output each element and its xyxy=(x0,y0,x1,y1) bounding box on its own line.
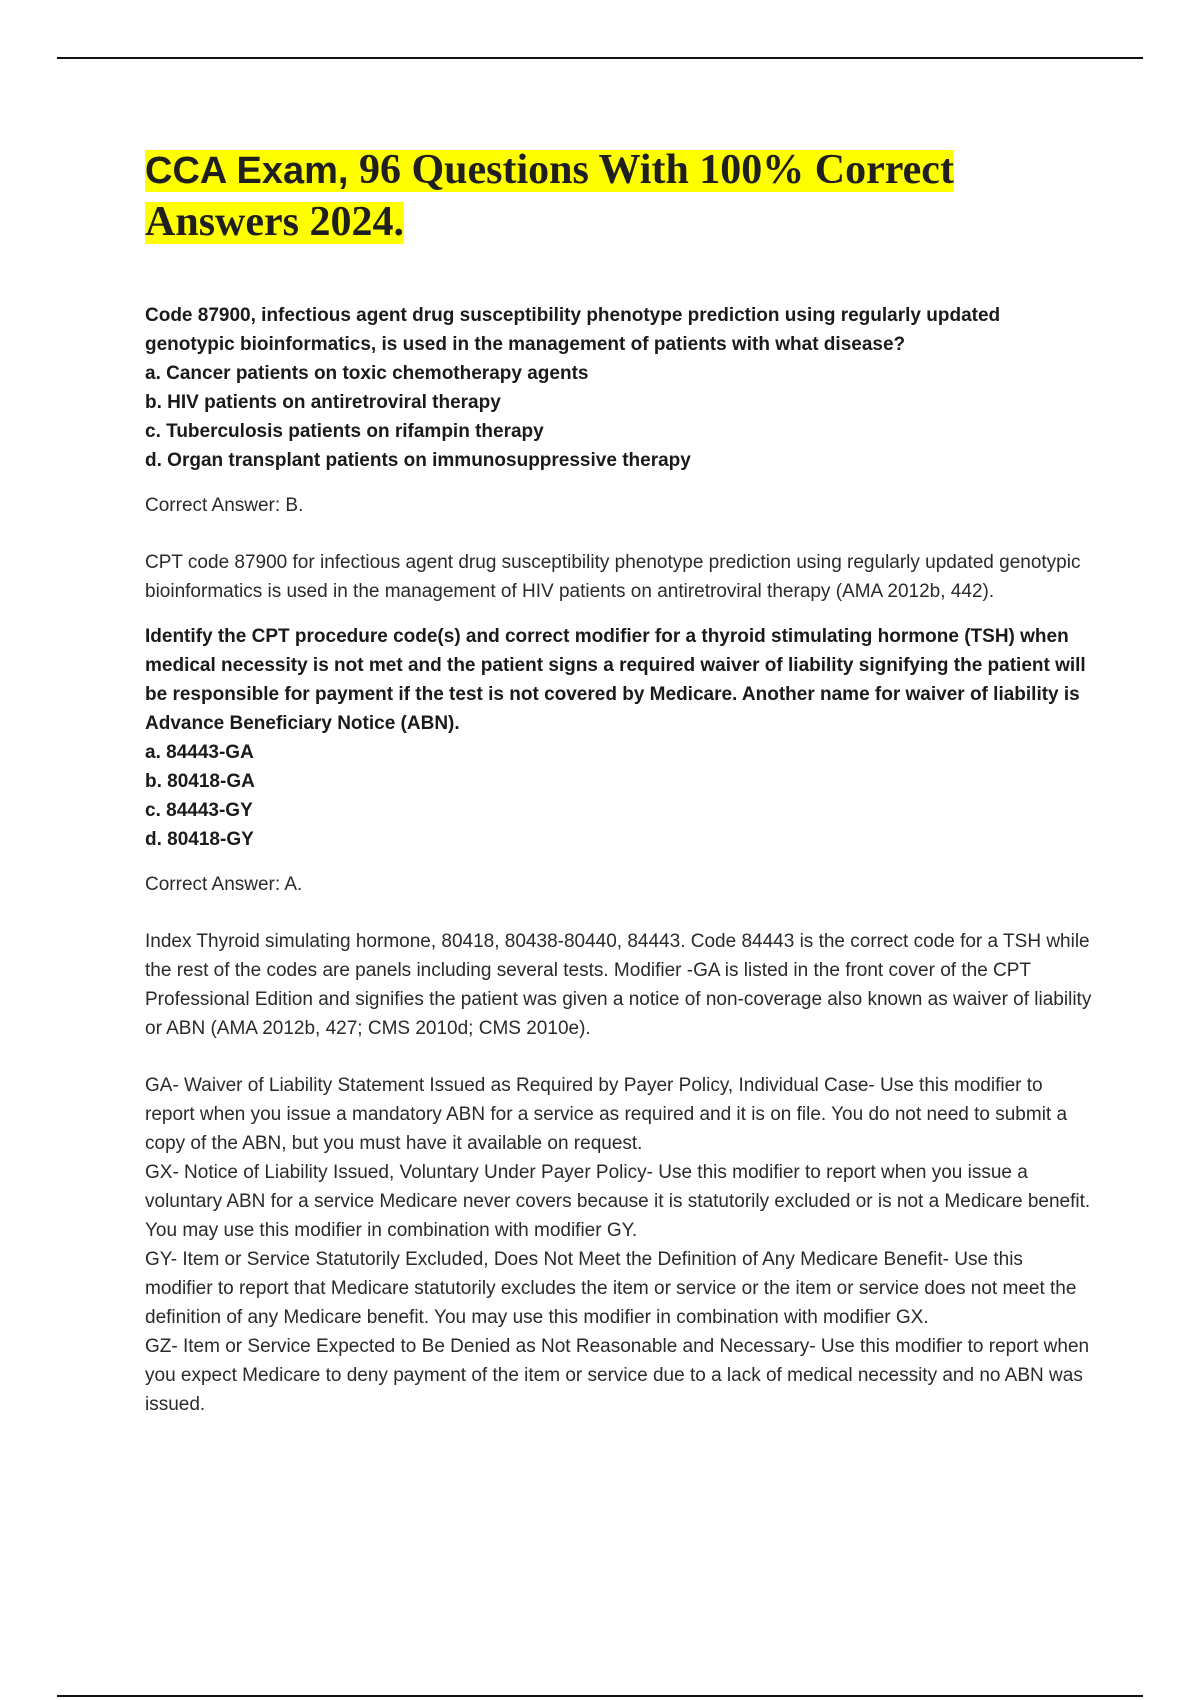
page-title xyxy=(145,145,1095,249)
document-body xyxy=(145,145,1095,1419)
modifier-note-ga: GA- Waiver of Liability Statement Issued as Required by Payer Policy, Individual Case- Use this modifier to report when you issue a mandatory ABN for a service as required and it is on file. You do not need to submit a copy of the ABN, but you must have it available on request. xyxy=(145,1075,1068,1154)
answer-option: d. 80418-GY xyxy=(145,829,254,850)
top-rule xyxy=(57,57,1143,59)
correct-answer: Correct Answer: B. xyxy=(145,495,304,516)
explanation: Index Thyroid simulating hormone, 80418, 80438-80440, 84443. Code 84443 is the correct code for a TSH while the rest of the codes are panels including several tests. Modifier -GA is listed in the front cover of the CPT Professional Edition and signifies the patient was given a notice of non-coverage also known as waiver of liability or ABN (AMA 2012b, 427; CMS 2010d; CMS 2010e). xyxy=(145,931,1092,1039)
modifier-note-gy: GY- Item or Service Statutorily Excluded, Does Not Meet the Definition of Any Medicare Benefit- Use this modifier to report that Medicare statutorily excludes the item or service or the item or service does not meet the definition of any Medicare benefit. You may use this modifier in combination with modifier GX. xyxy=(145,1249,1077,1328)
explanation: CPT code 87900 for infectious agent drug susceptibility phenotype prediction using regularly updated genotypic bioinformatics is used in the management of HIV patients on antiretroviral therapy (AMA 2012b, 442). xyxy=(145,552,1081,602)
question-text: Identify the CPT procedure code(s) and correct modifier for a thyroid stimulating hormone (TSH) when medical necessity is not met and the patient signs a required waiver of liability signifying the patient will be responsible for payment if the test is not covered by Medicare. Another name for waiver of liability is Advance Beneficiary Notice (ABN). xyxy=(145,626,1086,734)
correct-answer: Correct Answer: A. xyxy=(145,874,303,895)
answer-option: a. Cancer patients on toxic chemotherapy agents xyxy=(145,363,589,384)
question-block-1 xyxy=(145,301,1095,606)
modifier-note-gx: GX- Notice of Liability Issued, Voluntary Under Payer Policy- Use this modifier to report when you issue a voluntary ABN for a service Medicare never covers because it is statutorily excluded or is not a Medicare benefit. You may use this modifier in combination with modifier GY. xyxy=(145,1162,1091,1241)
answer-option: a. 84443-GA xyxy=(145,742,254,763)
answer-option: c. Tuberculosis patients on rifampin therapy xyxy=(145,421,544,442)
bottom-rule xyxy=(57,1695,1143,1697)
title-part1: CCA Exam, xyxy=(145,150,349,192)
modifier-note-gz: GZ- Item or Service Expected to Be Denied as Not Reasonable and Necessary- Use this modifier to report when you expect Medicare to deny payment of the item or service due to a lack of medical necessity and no ABN was issued. xyxy=(145,1336,1090,1415)
question-text: Code 87900, infectious agent drug susceptibility phenotype prediction using regularly updated genotypic bioinformatics, is used in the management of patients with what disease? xyxy=(145,305,1001,355)
answer-option: d. Organ transplant patients on immunosuppressive therapy xyxy=(145,450,691,471)
question-block-2 xyxy=(145,622,1095,1419)
answer-option: c. 84443-GY xyxy=(145,800,253,821)
title-highlight xyxy=(145,147,954,245)
title-part2: 96 Questions With 100% Correct Answers 2024. xyxy=(145,147,954,245)
answer-option: b. 80418-GA xyxy=(145,771,255,792)
answer-option: b. HIV patients on antiretroviral therapy xyxy=(145,392,501,413)
